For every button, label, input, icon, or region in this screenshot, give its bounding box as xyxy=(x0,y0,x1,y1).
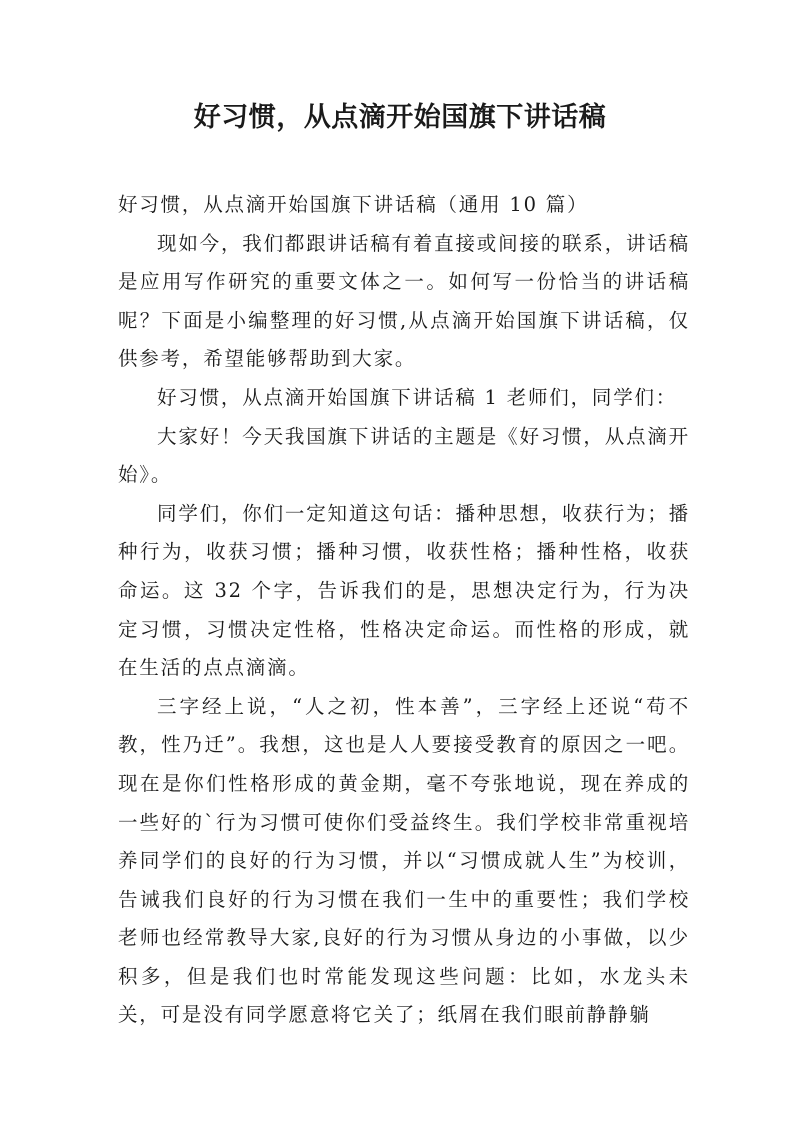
document-body xyxy=(118,186,690,1035)
body-paragraph: 同学们，你们一定知道这句话：播种思想，收获行为；播种行为，收获习惯；播种习惯，收获性格；播种性格，收获命运。这 32 个字，告诉我们的是，思想决定行为，行为决定习惯，习惯决定性格，性格决定命运。而性格的形成，就在生活的点点滴滴。 xyxy=(118,501,690,680)
document-title: 好习惯，从点滴开始国旗下讲话稿 xyxy=(193,102,607,133)
body-paragraph: 三字经上说，“人之初，性本善”，三字经上还说“苟不教，性乃迁”。我想，这也是人人要接受教育的原因之一吧。现在是你们性格形成的黄金期，毫不夸张地说，现在养成的一些好的`行为习惯可使你们受益终生。我们学校非常重视培养同学们的良好的行为习惯，并以“习惯成就人生”为校训，告诫我们良好的行为习惯在我们一生中的重要性；我们学校老师也经常教导大家,良好的行为习惯从身边的小事做，以少积多，但是我们也时常能发现这些问题：比如，水龙头未关，可是没有同学愿意将它关了；纸屑在我们眼前静静躺 xyxy=(118,694,690,1027)
speech-heading-paragraph: 好习惯，从点滴开始国旗下讲话稿 1 老师们，同学们： xyxy=(157,385,678,409)
intro-paragraph: 现如今，我们都跟讲话稿有着直接或间接的联系，讲话稿是应用写作研究的重要文体之一。如何写一份恰当的讲话稿呢？下面是小编整理的好习惯,从点滴开始国旗下讲话稿，仅供参考，希望能够帮助到大家。 xyxy=(118,231,690,371)
greeting-paragraph: 大家好！今天我国旗下讲话的主题是《好习惯，从点滴开始》。 xyxy=(118,424,690,487)
subtitle-paragraph: 好习惯，从点滴开始国旗下讲话稿（通用 10 篇） xyxy=(118,193,589,216)
